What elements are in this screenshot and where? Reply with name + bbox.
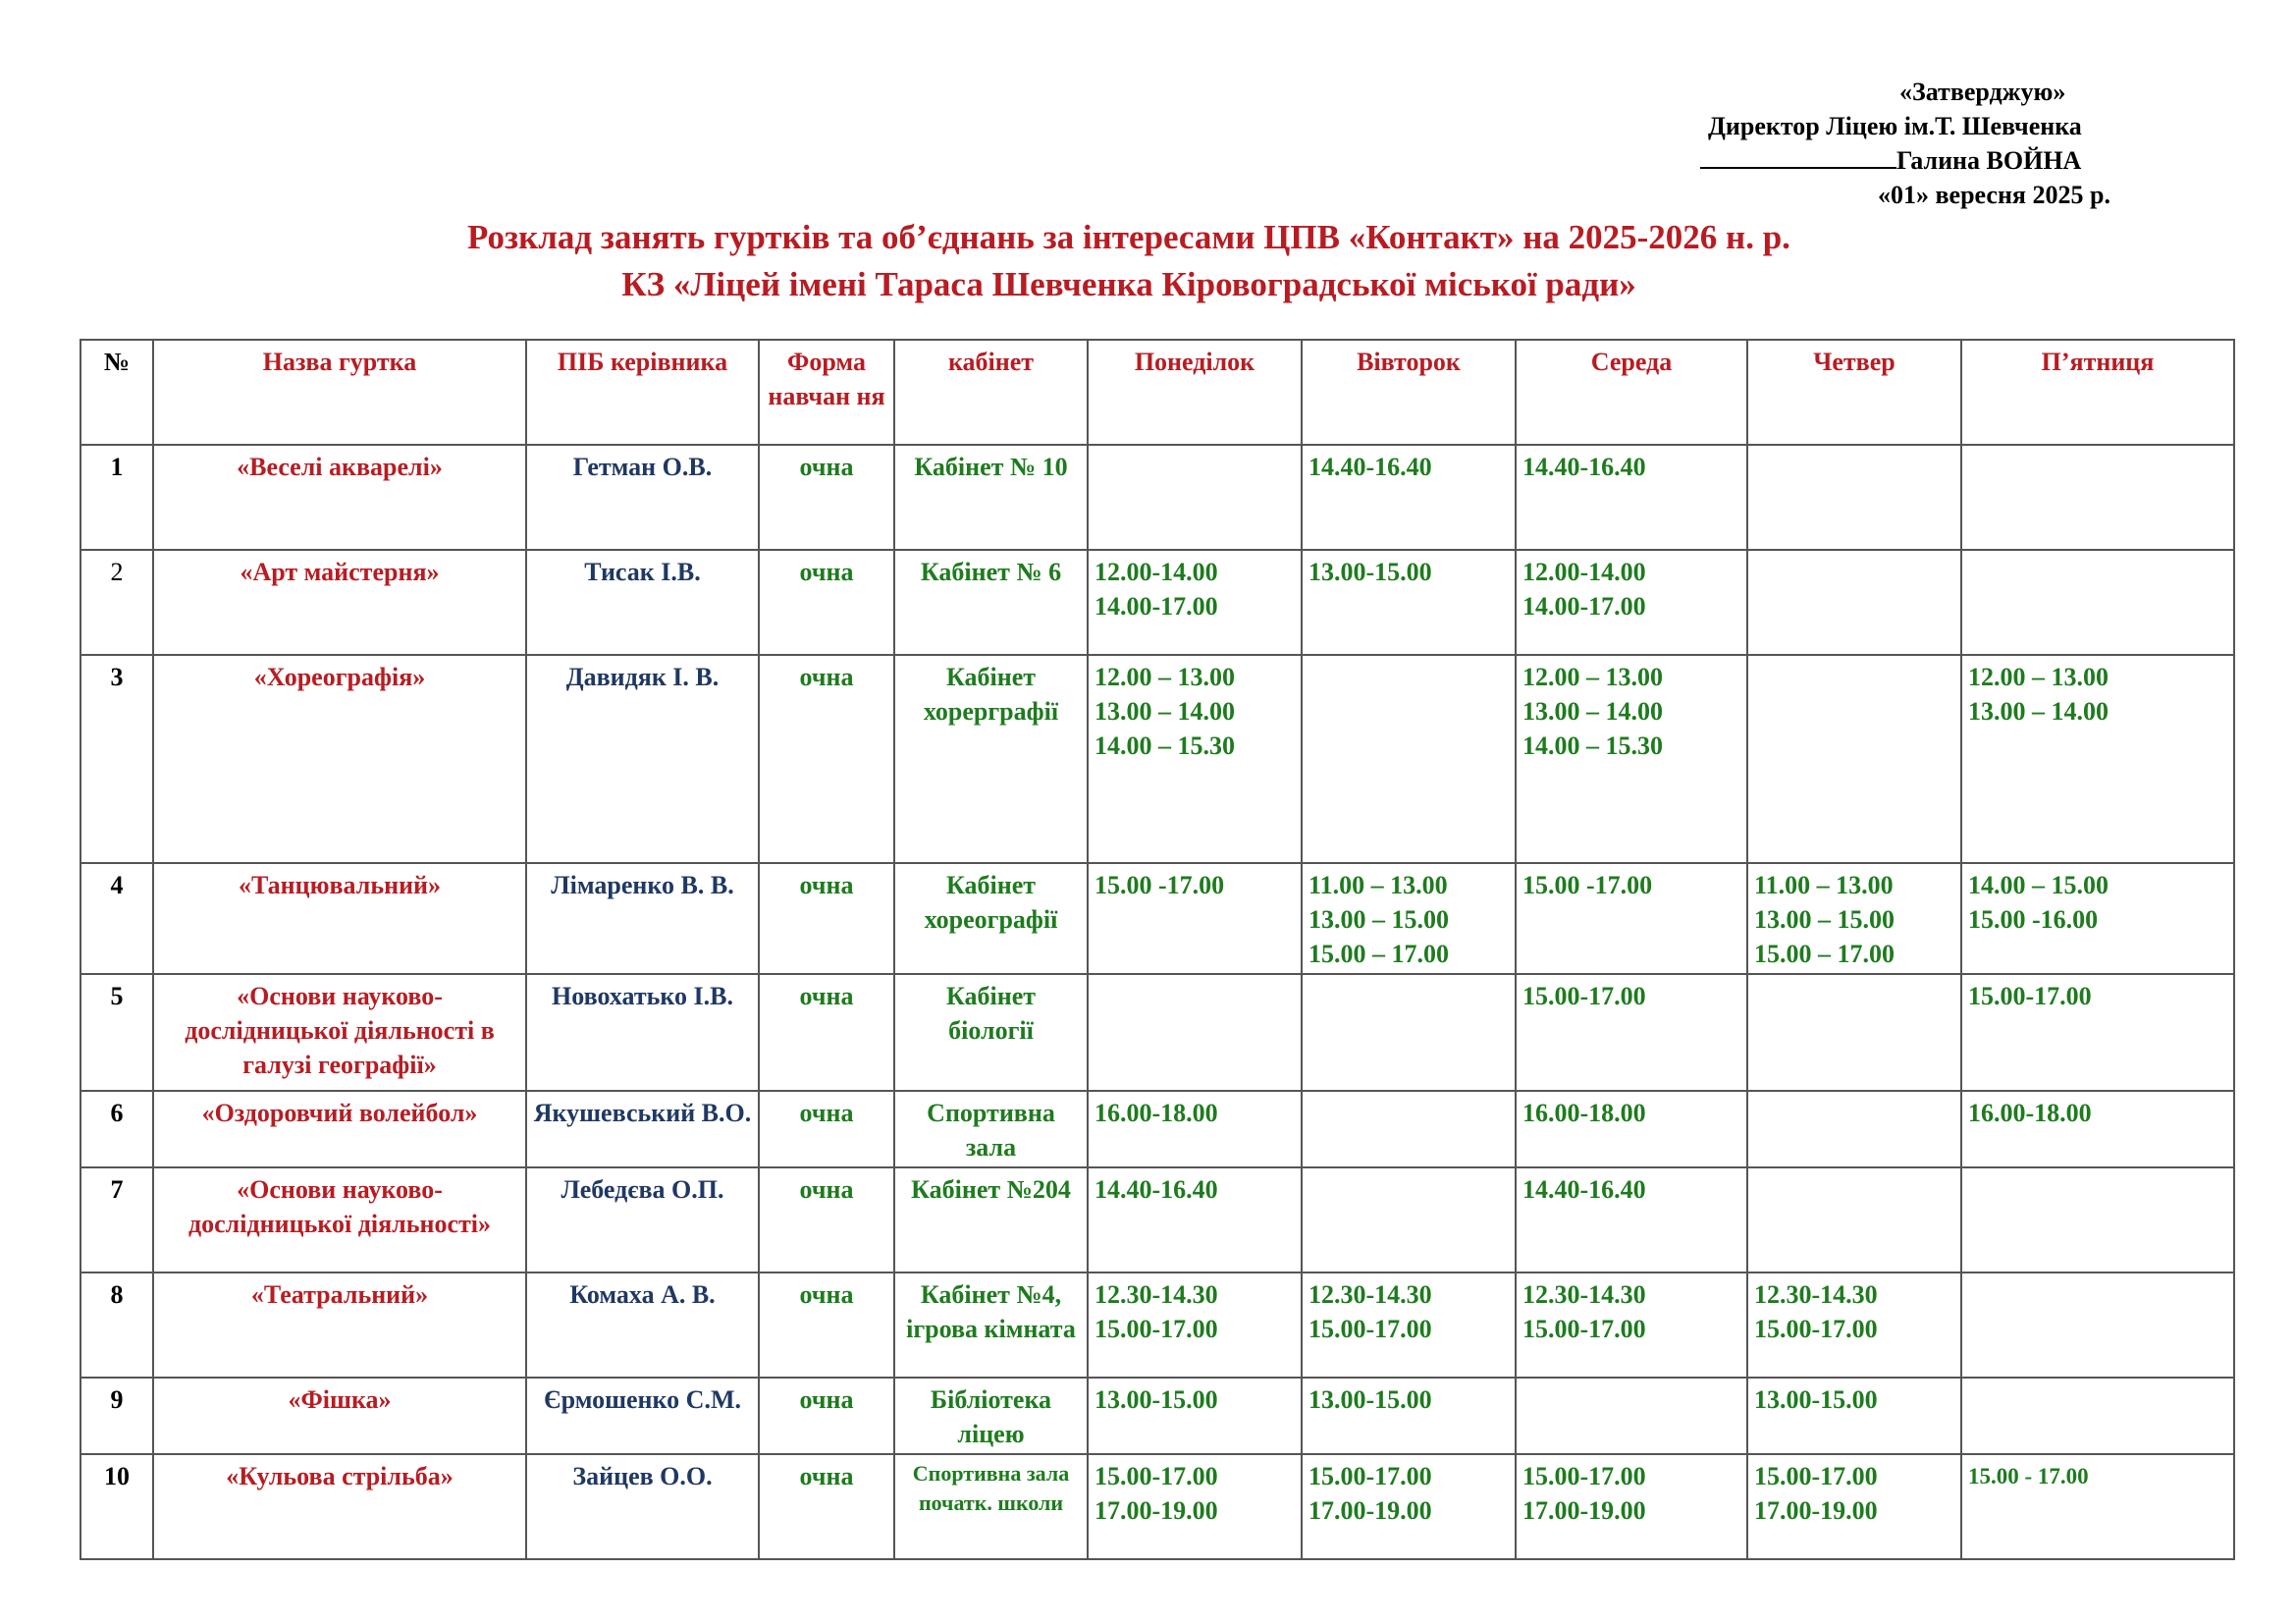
club-leader: Якушевський В.О.: [526, 1091, 759, 1167]
schedule-cell-mon: [1088, 550, 1302, 655]
study-form: очна: [759, 1378, 894, 1454]
time-slot: 15.00-17.00: [1522, 1462, 1646, 1490]
row-number: 6: [80, 1091, 153, 1167]
time-slot: 13.00 – 14.00: [1968, 697, 2109, 726]
club-leader: Комаха А. В.: [526, 1272, 759, 1378]
club-leader: Новохатько І.В.: [526, 974, 759, 1091]
time-slot: 15.00-17.00: [1754, 1315, 1878, 1343]
page-title: [0, 214, 2258, 308]
time-slot: 11.00 – 13.00: [1754, 871, 1894, 899]
approval-signer-name: Галина ВОЙНА: [1896, 146, 2082, 175]
time-slot: 12.00 – 13.00: [1522, 663, 1663, 691]
row-number: 5: [80, 974, 153, 1091]
time-slot: 14.00-17.00: [1095, 592, 1218, 621]
schedule-cell-fri: [1961, 1167, 2234, 1272]
row-number: 2: [80, 550, 153, 655]
approval-line-date: «01» вересня 2025 р.: [1878, 181, 2110, 209]
schedule-cell-tue: [1302, 1272, 1516, 1378]
schedule-cell-mon: [1088, 1091, 1302, 1167]
club-name: «Фішка»: [153, 1378, 526, 1454]
schedule-cell-mon: [1088, 974, 1302, 1091]
club-name: «Кульова стрільба»: [153, 1454, 526, 1559]
schedule-cell-wed: [1516, 655, 1747, 863]
study-form: очна: [759, 445, 894, 550]
schedule-cell-tue: [1302, 1167, 1516, 1272]
time-slot: 12.30-14.30: [1308, 1280, 1432, 1309]
schedule-cell-thu: [1747, 974, 1961, 1091]
schedule-cell-thu: [1747, 1167, 1961, 1272]
time-slot: 15.00-17.00: [1095, 1462, 1218, 1490]
club-name: «Основи науково-дослідницької діяльності в галузі географії»: [153, 974, 526, 1091]
time-slot: 14.00 – 15.30: [1095, 731, 1235, 760]
table-row: [80, 1091, 2234, 1167]
time-slot: 17.00-19.00: [1308, 1496, 1432, 1525]
table-row: [80, 1454, 2234, 1559]
schedule-cell-wed: [1516, 1454, 1747, 1559]
time-slot: 15.00-17.00: [1095, 1315, 1218, 1343]
schedule-cell-wed: [1516, 1167, 1747, 1272]
time-slot: 15.00-17.00: [1754, 1462, 1878, 1490]
club-room: Кабінет № 6: [894, 550, 1088, 655]
header-form: Форма навчан ня: [759, 340, 894, 445]
study-form: очна: [759, 974, 894, 1091]
time-slot: 15.00 – 17.00: [1754, 940, 1895, 968]
row-number: 7: [80, 1167, 153, 1272]
time-slot: 15.00-17.00: [1522, 1315, 1646, 1343]
schedule-cell-fri: [1961, 1378, 2234, 1454]
study-form: очна: [759, 1454, 894, 1559]
schedule-cell-thu: [1747, 1454, 1961, 1559]
club-leader: Зайцев О.О.: [526, 1454, 759, 1559]
time-slot: 14.00 – 15.00: [1968, 871, 2109, 899]
time-slot: 12.30-14.30: [1522, 1280, 1646, 1309]
row-number: 4: [80, 863, 153, 974]
schedule-cell-thu: [1747, 863, 1961, 974]
schedule-cell-tue: [1302, 655, 1516, 863]
time-slot: 17.00-19.00: [1522, 1496, 1646, 1525]
club-room: Спортивна зала: [894, 1091, 1088, 1167]
approval-line-director: Директор Ліцею ім.Т. Шевченка: [1708, 112, 2082, 140]
schedule-cell-fri: [1961, 1272, 2234, 1378]
schedule-cell-fri: [1961, 863, 2234, 974]
club-name: «Веселі акварелі»: [153, 445, 526, 550]
club-name: «Арт майстерня»: [153, 550, 526, 655]
row-number: 1: [80, 445, 153, 550]
schedule-cell-fri: [1961, 1091, 2234, 1167]
schedule-cell-tue: [1302, 1378, 1516, 1454]
schedule-cell-thu: [1747, 1272, 1961, 1378]
table-row: [80, 550, 2234, 655]
schedule-cell-tue: [1302, 863, 1516, 974]
schedule-cell-wed: [1516, 974, 1747, 1091]
club-room: Спортивна зала початк. школи: [894, 1454, 1088, 1559]
schedule-cell-wed: [1516, 1091, 1747, 1167]
time-slot: 16.00-18.00: [1095, 1099, 1218, 1127]
time-slot: 15.00 -17.00: [1522, 871, 1653, 899]
time-slot: 12.30-14.30: [1754, 1280, 1878, 1309]
time-slot: 14.40-16.40: [1522, 1175, 1646, 1204]
schedule-cell-tue: [1302, 445, 1516, 550]
time-slot: 13.00 – 15.00: [1754, 905, 1895, 934]
title-line-1: Розклад занять гуртків та об’єднань за інтересами ЦПВ «Контакт» на 2025-2026 н. р.: [467, 218, 1790, 256]
club-leader: Лімаренко В. В.: [526, 863, 759, 974]
schedule-cell-fri: [1961, 1454, 2234, 1559]
time-slot: 15.00-17.00: [1522, 982, 1646, 1010]
row-number: 10: [80, 1454, 153, 1559]
club-leader: Гетман О.В.: [526, 445, 759, 550]
study-form: очна: [759, 655, 894, 863]
header-friday: П’ятниця: [1961, 340, 2234, 445]
header-tuesday: Вівторок: [1302, 340, 1516, 445]
table-row: [80, 1378, 2234, 1454]
time-slot: 15.00 -17.00: [1095, 871, 1225, 899]
time-slot: 13.00 – 14.00: [1522, 697, 1663, 726]
table-row: [80, 445, 2234, 550]
time-slot: 12.00 – 13.00: [1968, 663, 2109, 691]
time-slot: 15.00-17.00: [1968, 982, 2092, 1010]
row-number: 9: [80, 1378, 153, 1454]
row-number: 8: [80, 1272, 153, 1378]
schedule-cell-tue: [1302, 974, 1516, 1091]
schedule-cell-wed: [1516, 550, 1747, 655]
club-name: «Хореографія»: [153, 655, 526, 863]
club-leader: Тисак І.В.: [526, 550, 759, 655]
schedule-cell-mon: [1088, 863, 1302, 974]
club-room: Кабінет біології: [894, 974, 1088, 1091]
study-form: очна: [759, 550, 894, 655]
schedule-cell-wed: [1516, 1378, 1747, 1454]
study-form: очна: [759, 863, 894, 974]
schedule-table: [80, 339, 2235, 1560]
time-slot: 15.00 - 17.00: [1968, 1464, 2089, 1489]
header-wednesday: Середа: [1516, 340, 1747, 445]
time-slot: 14.40-16.40: [1522, 453, 1646, 481]
schedule-cell-tue: [1302, 550, 1516, 655]
time-slot: 14.00-17.00: [1522, 592, 1646, 621]
club-name: «Оздоровчий волейбол»: [153, 1091, 526, 1167]
club-name: «Основи науково-дослідницької діяльності»: [153, 1167, 526, 1272]
header-room: кабінет: [894, 340, 1088, 445]
time-slot: 13.00 – 15.00: [1308, 905, 1449, 934]
table-row: [80, 863, 2234, 974]
schedule-cell-mon: [1088, 445, 1302, 550]
approval-line-approve: «Затверджую»: [1899, 78, 2066, 106]
time-slot: 15.00-17.00: [1308, 1315, 1432, 1343]
schedule-cell-thu: [1747, 1378, 1961, 1454]
time-slot: 12.00-14.00: [1522, 558, 1646, 586]
header-monday: Понеділок: [1088, 340, 1302, 445]
time-slot: 15.00 -16.00: [1968, 905, 2099, 934]
time-slot: 17.00-19.00: [1754, 1496, 1878, 1525]
table-row: [80, 1272, 2234, 1378]
schedule-cell-thu: [1747, 550, 1961, 655]
schedule-cell-mon: [1088, 1378, 1302, 1454]
time-slot: 12.00 – 13.00: [1095, 663, 1235, 691]
signature-line: [1700, 145, 1896, 169]
study-form: очна: [759, 1272, 894, 1378]
time-slot: 13.00-15.00: [1308, 558, 1432, 586]
row-number: 3: [80, 655, 153, 863]
schedule-cell-wed: [1516, 1272, 1747, 1378]
club-leader: Лебедєва О.П.: [526, 1167, 759, 1272]
time-slot: 13.00-15.00: [1754, 1385, 1878, 1414]
club-room: Кабінет № 10: [894, 445, 1088, 550]
schedule-cell-fri: [1961, 445, 2234, 550]
schedule-cell-fri: [1961, 550, 2234, 655]
time-slot: 13.00 – 14.00: [1095, 697, 1235, 726]
time-slot: 17.00-19.00: [1095, 1496, 1218, 1525]
approval-stamp: [1669, 75, 2179, 212]
club-name: «Театральний»: [153, 1272, 526, 1378]
club-room: Кабінет хорерграфії: [894, 655, 1088, 863]
approval-line-signature: [1669, 143, 2179, 178]
header-leader: ПІБ керівника: [526, 340, 759, 445]
schedule-cell-tue: [1302, 1454, 1516, 1559]
title-line-2: КЗ «Ліцей імені Тараса Шевченка Кіровоградської міської ради»: [621, 265, 1636, 303]
schedule-cell-wed: [1516, 445, 1747, 550]
time-slot: 14.00 – 15.30: [1522, 731, 1663, 760]
schedule-cell-thu: [1747, 655, 1961, 863]
time-slot: 15.00-17.00: [1308, 1462, 1432, 1490]
schedule-cell-mon: [1088, 1167, 1302, 1272]
table-row: [80, 974, 2234, 1091]
time-slot: 16.00-18.00: [1968, 1099, 2092, 1127]
header-thursday: Четвер: [1747, 340, 1961, 445]
schedule-cell-fri: [1961, 655, 2234, 863]
time-slot: 13.00-15.00: [1308, 1385, 1432, 1414]
schedule-cell-mon: [1088, 655, 1302, 863]
time-slot: 14.40-16.40: [1095, 1175, 1218, 1204]
club-room: Кабінет хореографії: [894, 863, 1088, 974]
header-num: №: [80, 340, 153, 445]
schedule-cell-thu: [1747, 1091, 1961, 1167]
club-room: Бібліотека ліцею: [894, 1378, 1088, 1454]
schedule-cell-wed: [1516, 863, 1747, 974]
club-room: Кабінет №4, ігрова кімната: [894, 1272, 1088, 1378]
time-slot: 14.40-16.40: [1308, 453, 1432, 481]
club-leader: Єрмошенко С.М.: [526, 1378, 759, 1454]
schedule-cell-fri: [1961, 974, 2234, 1091]
club-leader: Давидяк І. В.: [526, 655, 759, 863]
time-slot: 12.30-14.30: [1095, 1280, 1218, 1309]
table-row: [80, 1167, 2234, 1272]
time-slot: 16.00-18.00: [1522, 1099, 1646, 1127]
schedule-cell-mon: [1088, 1272, 1302, 1378]
club-name: «Танцювальний»: [153, 863, 526, 974]
header-name: Назва гуртка: [153, 340, 526, 445]
study-form: очна: [759, 1167, 894, 1272]
time-slot: 12.00-14.00: [1095, 558, 1218, 586]
time-slot: 11.00 – 13.00: [1308, 871, 1448, 899]
time-slot: 13.00-15.00: [1095, 1385, 1218, 1414]
schedule-cell-mon: [1088, 1454, 1302, 1559]
study-form: очна: [759, 1091, 894, 1167]
schedule-cell-thu: [1747, 445, 1961, 550]
table-header-row: [80, 340, 2234, 445]
schedule-cell-tue: [1302, 1091, 1516, 1167]
club-room: Кабінет №204: [894, 1167, 1088, 1272]
time-slot: 15.00 – 17.00: [1308, 940, 1449, 968]
table-row: [80, 655, 2234, 863]
